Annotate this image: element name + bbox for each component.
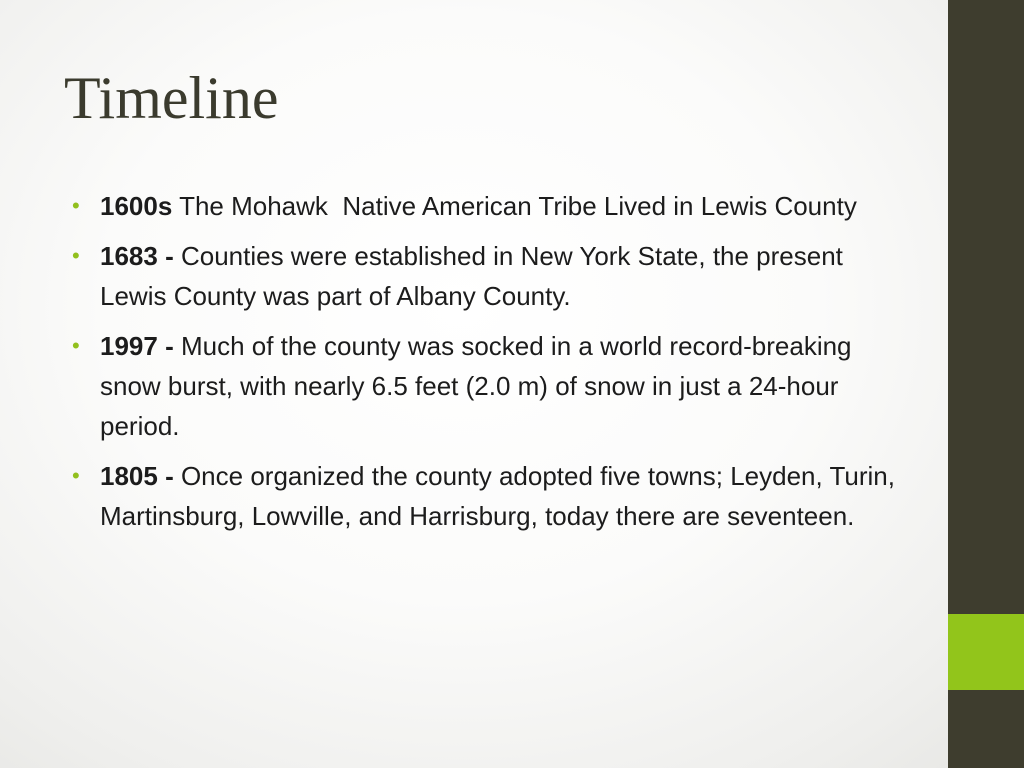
year-label: 1683 - (100, 241, 174, 271)
list-item (70, 456, 895, 536)
event-text: Counties were established in New York State, the present Lewis County was part of Albany County. (100, 241, 843, 311)
list-item (70, 326, 895, 446)
bullet-icon: • (72, 243, 80, 268)
bullet-icon: • (72, 463, 80, 488)
event-text: Much of the county was socked in a world record-breaking snow burst, with nearly 6.5 feet (2.0 m) of snow in just a 24-hour period. (100, 331, 852, 441)
year-label: 1997 - (100, 331, 174, 361)
list-item (70, 236, 895, 316)
event-text: The Mohawk Native American Tribe Lived in Lewis County (172, 191, 857, 221)
bullet-list (70, 186, 895, 546)
event-text: Once organized the county adopted five towns; Leyden, Turin, Martinsburg, Lowville, and Harrisburg, today there are seventeen. (100, 461, 895, 531)
decorative-accent-block (948, 614, 1024, 690)
year-label: 1600s (100, 191, 173, 221)
year-label: 1805 - (100, 461, 174, 491)
bullet-icon: • (72, 193, 80, 218)
bullet-icon: • (72, 333, 80, 358)
list-item (70, 186, 895, 226)
slide-title: Timeline (64, 65, 279, 131)
